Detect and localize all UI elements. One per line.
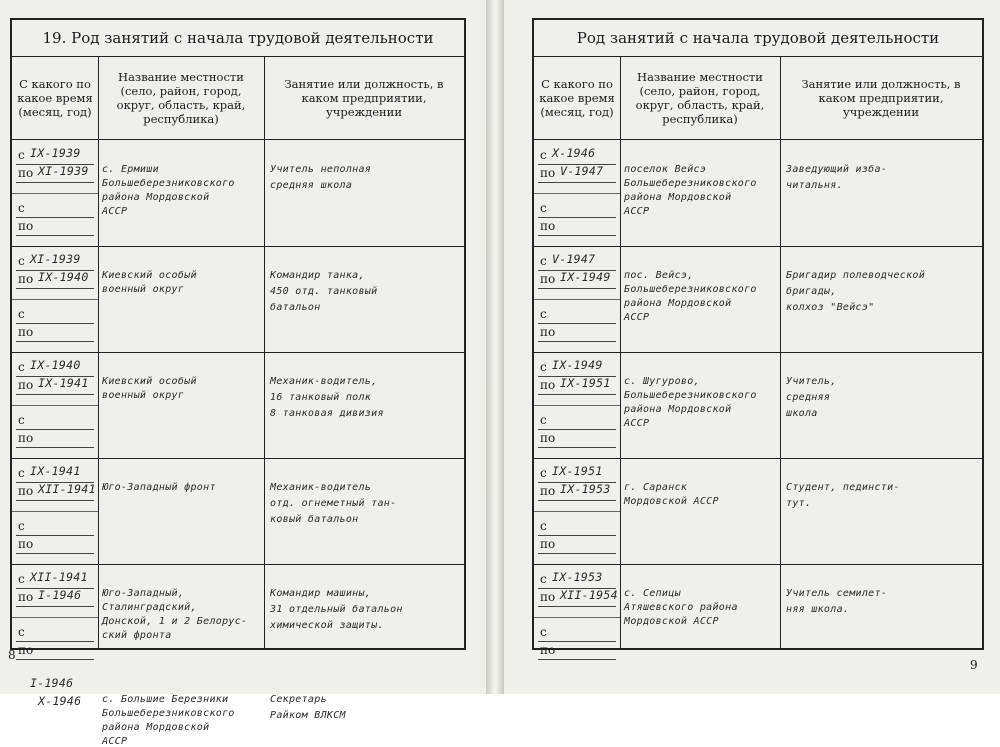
from-label: с — [18, 360, 25, 374]
entry-to-date: IX-1941 — [38, 376, 89, 390]
entry-from-date: IX-1953 — [552, 570, 603, 584]
entry-place-line: АССР — [102, 736, 128, 747]
entry-from-date: IX-1939 — [30, 146, 81, 160]
period-rule — [538, 447, 616, 448]
period-rule — [538, 288, 616, 289]
entry-from-date: XI-1939 — [30, 252, 81, 266]
to-label: по — [18, 590, 34, 604]
from-label: с — [18, 148, 25, 162]
right-form-table — [532, 18, 984, 657]
to-label: по — [540, 431, 556, 445]
period-rule — [16, 217, 94, 218]
period-rule — [16, 235, 94, 236]
from-label: с — [540, 307, 547, 321]
entry-job-line: отд. огнеметный тан- — [270, 498, 397, 509]
entry-to-date: IX-1949 — [560, 270, 611, 284]
from-label: с — [18, 572, 25, 586]
from-label: с — [18, 413, 25, 427]
left-header-period: С какого по какое время (месяц, год) — [12, 56, 98, 140]
to-label: по — [540, 272, 556, 286]
entry-separator — [12, 458, 464, 459]
to-label: по — [540, 537, 556, 551]
entry-job-line: средняя школа — [270, 180, 353, 191]
period-rule — [538, 341, 616, 342]
entry-from-date: V-1947 — [552, 252, 596, 266]
from-label: с — [540, 360, 547, 374]
entry-place-line: Мордовской АССР — [624, 616, 719, 627]
entry-separator — [534, 246, 982, 247]
entry-place-line: ский фронта — [102, 630, 172, 641]
slot-rule — [12, 617, 98, 618]
period-rule — [16, 341, 94, 342]
from-label: с — [18, 625, 25, 639]
period-rule — [16, 323, 94, 324]
period-rule — [16, 535, 94, 536]
period-rule — [538, 429, 616, 430]
from-label: с — [540, 201, 547, 215]
entry-job-line: средняя — [786, 392, 831, 403]
entry-place-line: Донской, 1 и 2 Белорус- — [102, 616, 248, 627]
entry-job-line: тут. — [786, 498, 812, 509]
entry-to-date: XII-1954 — [560, 588, 618, 602]
period-rule — [538, 323, 616, 324]
period-rule — [538, 606, 616, 607]
book-spine — [486, 0, 504, 694]
right-header-period: С какого по какое время (месяц, год) — [534, 56, 620, 140]
period-rule — [538, 394, 616, 395]
to-label: по — [18, 325, 34, 339]
entry-place-line: с. Большие Березники — [102, 694, 229, 705]
entry-from-date: IX-1951 — [552, 464, 603, 478]
entry-place-line: Большеберезниковского — [624, 390, 757, 401]
slot-rule — [534, 617, 620, 618]
entry-job-line: Учитель, — [786, 376, 837, 387]
to-label: по — [18, 166, 34, 180]
entry-job-line: Бригадир полеводческой — [786, 270, 926, 281]
entry-job-line: Учитель семилет- — [786, 588, 888, 599]
period-rule — [538, 659, 616, 660]
period-rule — [538, 535, 616, 536]
to-label: по — [18, 431, 34, 445]
from-label: с — [540, 572, 547, 586]
entry-job-line: Учитель неполная — [270, 164, 372, 175]
from-label: с — [18, 519, 25, 533]
entry-job-line: батальон — [270, 302, 321, 313]
period-rule — [16, 659, 94, 660]
entry-place-line: поселок Вейсэ — [624, 164, 707, 175]
entry-separator — [534, 458, 982, 459]
entry-separator — [12, 246, 464, 247]
entry-job-line: колхоз "Вейсэ" — [786, 302, 875, 313]
from-label: с — [540, 413, 547, 427]
entry-place-line: района Мордовской — [624, 298, 732, 309]
entry-job-line: няя школа. — [786, 604, 850, 615]
period-rule — [16, 182, 94, 183]
to-label: по — [18, 219, 34, 233]
period-rule — [538, 641, 616, 642]
entry-place-line: АССР — [102, 206, 128, 217]
entry-to-date: IX-1951 — [560, 376, 611, 390]
right-table-title: Род занятий с начала трудовой деятельности — [534, 20, 982, 57]
to-label: по — [18, 643, 34, 657]
left-table-title: 19. Род занятий с начала трудовой деятельности — [12, 20, 464, 57]
from-label: с — [540, 625, 547, 639]
entry-job-line: Командир танка, — [270, 270, 365, 281]
entry-job-line: ковый батальон — [270, 514, 359, 525]
entry-from-date: IX-1941 — [30, 464, 81, 478]
entry-place-line: Большеберезниковского — [624, 284, 757, 295]
left-page — [0, 0, 486, 747]
entry-place-line: военный округ — [102, 284, 185, 295]
entry-place-line: АССР — [624, 312, 650, 323]
entry-place-line: Юго-Западный фронт — [102, 482, 216, 493]
period-rule — [16, 606, 94, 607]
entry-to-date: IX-1953 — [560, 482, 611, 496]
to-label: по — [18, 484, 34, 498]
entry-job-line: 16 танковый полк — [270, 392, 372, 403]
left-form-table — [10, 18, 466, 747]
entry-place-line: с. Сепицы — [624, 588, 681, 599]
entry-job-line: 8 танковая дивизия — [270, 408, 384, 419]
entry-to-date: XII-1941 — [38, 482, 96, 496]
slot-rule — [534, 511, 620, 512]
slot-rule — [12, 511, 98, 512]
slot-rule — [534, 193, 620, 194]
slot-rule — [534, 299, 620, 300]
period-rule — [538, 500, 616, 501]
entry-separator — [12, 564, 464, 565]
entry-place-line: военный округ — [102, 390, 185, 401]
from-label: с — [18, 307, 25, 321]
slot-rule — [534, 405, 620, 406]
entry-place-line: Сталинградский, — [102, 602, 197, 613]
entry-to-date: V-1947 — [560, 164, 604, 178]
entry-place-line: АССР — [624, 206, 650, 217]
entry-place-line: района Мордовской — [624, 192, 732, 203]
entry-job-line: Студент, пединсти- — [786, 482, 900, 493]
entry-from-date: XII-1941 — [30, 570, 88, 584]
period-rule — [16, 429, 94, 430]
entry-to-date: I-1946 — [38, 588, 82, 602]
to-label: по — [18, 272, 34, 286]
entry-place-line: Киевский особый — [102, 270, 197, 281]
period-rule — [16, 394, 94, 395]
entry-job-line: химической защиты. — [270, 620, 384, 631]
entry-place-line: пос. Вейсэ, — [624, 270, 694, 281]
period-rule — [538, 217, 616, 218]
left-header-place: Название местности (село, район, город, округ, область, край, республика) — [98, 56, 264, 140]
to-label: по — [540, 590, 556, 604]
to-label: по — [18, 537, 34, 551]
entry-separator — [534, 564, 982, 565]
entry-from-date: X-1946 — [552, 146, 596, 160]
entry-job-line: 31 отдельный батальон — [270, 604, 403, 615]
entry-job-line: Секретарь — [270, 694, 327, 705]
slot-rule — [12, 299, 98, 300]
to-label: по — [540, 378, 556, 392]
entry-job-line: читальня. — [786, 180, 843, 191]
right-page — [504, 0, 1000, 694]
entry-place-line: г. Саранск — [624, 482, 688, 493]
entry-place-line: Большеберезниковского — [102, 708, 235, 719]
period-rule — [538, 235, 616, 236]
entry-job-line: 450 отд. танковый — [270, 286, 378, 297]
entry-job-line: Райком ВЛКСМ — [270, 710, 346, 721]
page-number-left: 8 — [8, 648, 16, 662]
from-label: с — [18, 466, 25, 480]
entry-place-line: с. Ермиши — [102, 164, 159, 175]
from-label: с — [18, 254, 25, 268]
period-rule — [16, 500, 94, 501]
entry-job-line: Заведующий изба- — [786, 164, 888, 175]
entry-place-line: с. Шугурово, — [624, 376, 700, 387]
entry-from-date: IX-1940 — [30, 358, 81, 372]
entry-separator — [12, 352, 464, 353]
page-number-right: 9 — [970, 658, 978, 672]
to-label: по — [540, 484, 556, 498]
period-rule — [16, 288, 94, 289]
period-rule — [16, 641, 94, 642]
to-label: по — [540, 643, 556, 657]
period-rule — [16, 447, 94, 448]
entry-place-line: Большеберезниковского — [102, 178, 235, 189]
from-label: с — [18, 201, 25, 215]
entry-to-date: IX-1940 — [38, 270, 89, 284]
slot-rule — [12, 193, 98, 194]
left-header-job: Занятие или должность, в каком предприятии, учреждении — [264, 56, 464, 140]
to-label: по — [540, 325, 556, 339]
period-rule — [538, 182, 616, 183]
entry-job-line: бригады, — [786, 286, 837, 297]
entry-job-line: Механик-водитель, — [270, 376, 378, 387]
from-label: с — [540, 148, 547, 162]
from-label: с — [540, 466, 547, 480]
entry-to-date: XI-1939 — [38, 164, 89, 178]
right-header-place: Название местности (село, район, город, округ, область, край, республика) — [620, 56, 780, 140]
entry-separator — [534, 352, 982, 353]
entry-place-line: района Мордовской — [102, 192, 210, 203]
entry-place-line: Юго-Западный, — [102, 588, 185, 599]
entry-from-date: IX-1949 — [552, 358, 603, 372]
to-label: по — [18, 378, 34, 392]
entry-place-line: Киевский особый — [102, 376, 197, 387]
entry-from-date: I-1946 — [30, 676, 74, 690]
entry-place-line: района Мордовской — [624, 404, 732, 415]
entry-place-line: Мордовской АССР — [624, 496, 719, 507]
slot-rule — [12, 405, 98, 406]
entry-place-line: АССР — [624, 418, 650, 429]
entry-place-line: Большеберезниковского — [624, 178, 757, 189]
from-label: с — [540, 254, 547, 268]
entry-job-line: школа — [786, 408, 818, 419]
to-label: по — [540, 166, 556, 180]
period-rule — [538, 553, 616, 554]
period-rule — [16, 553, 94, 554]
entry-place-line: района Мордовской — [102, 722, 210, 733]
entry-job-line: Командир машины, — [270, 588, 372, 599]
entry-place-line: Атяшевского района — [624, 602, 738, 613]
entry-job-line: Механик-водитель — [270, 482, 372, 493]
entry-to-date: X-1946 — [38, 694, 82, 708]
from-label: с — [540, 519, 547, 533]
right-header-job: Занятие или должность, в каком предприятии, учреждении — [780, 56, 982, 140]
to-label: по — [540, 219, 556, 233]
